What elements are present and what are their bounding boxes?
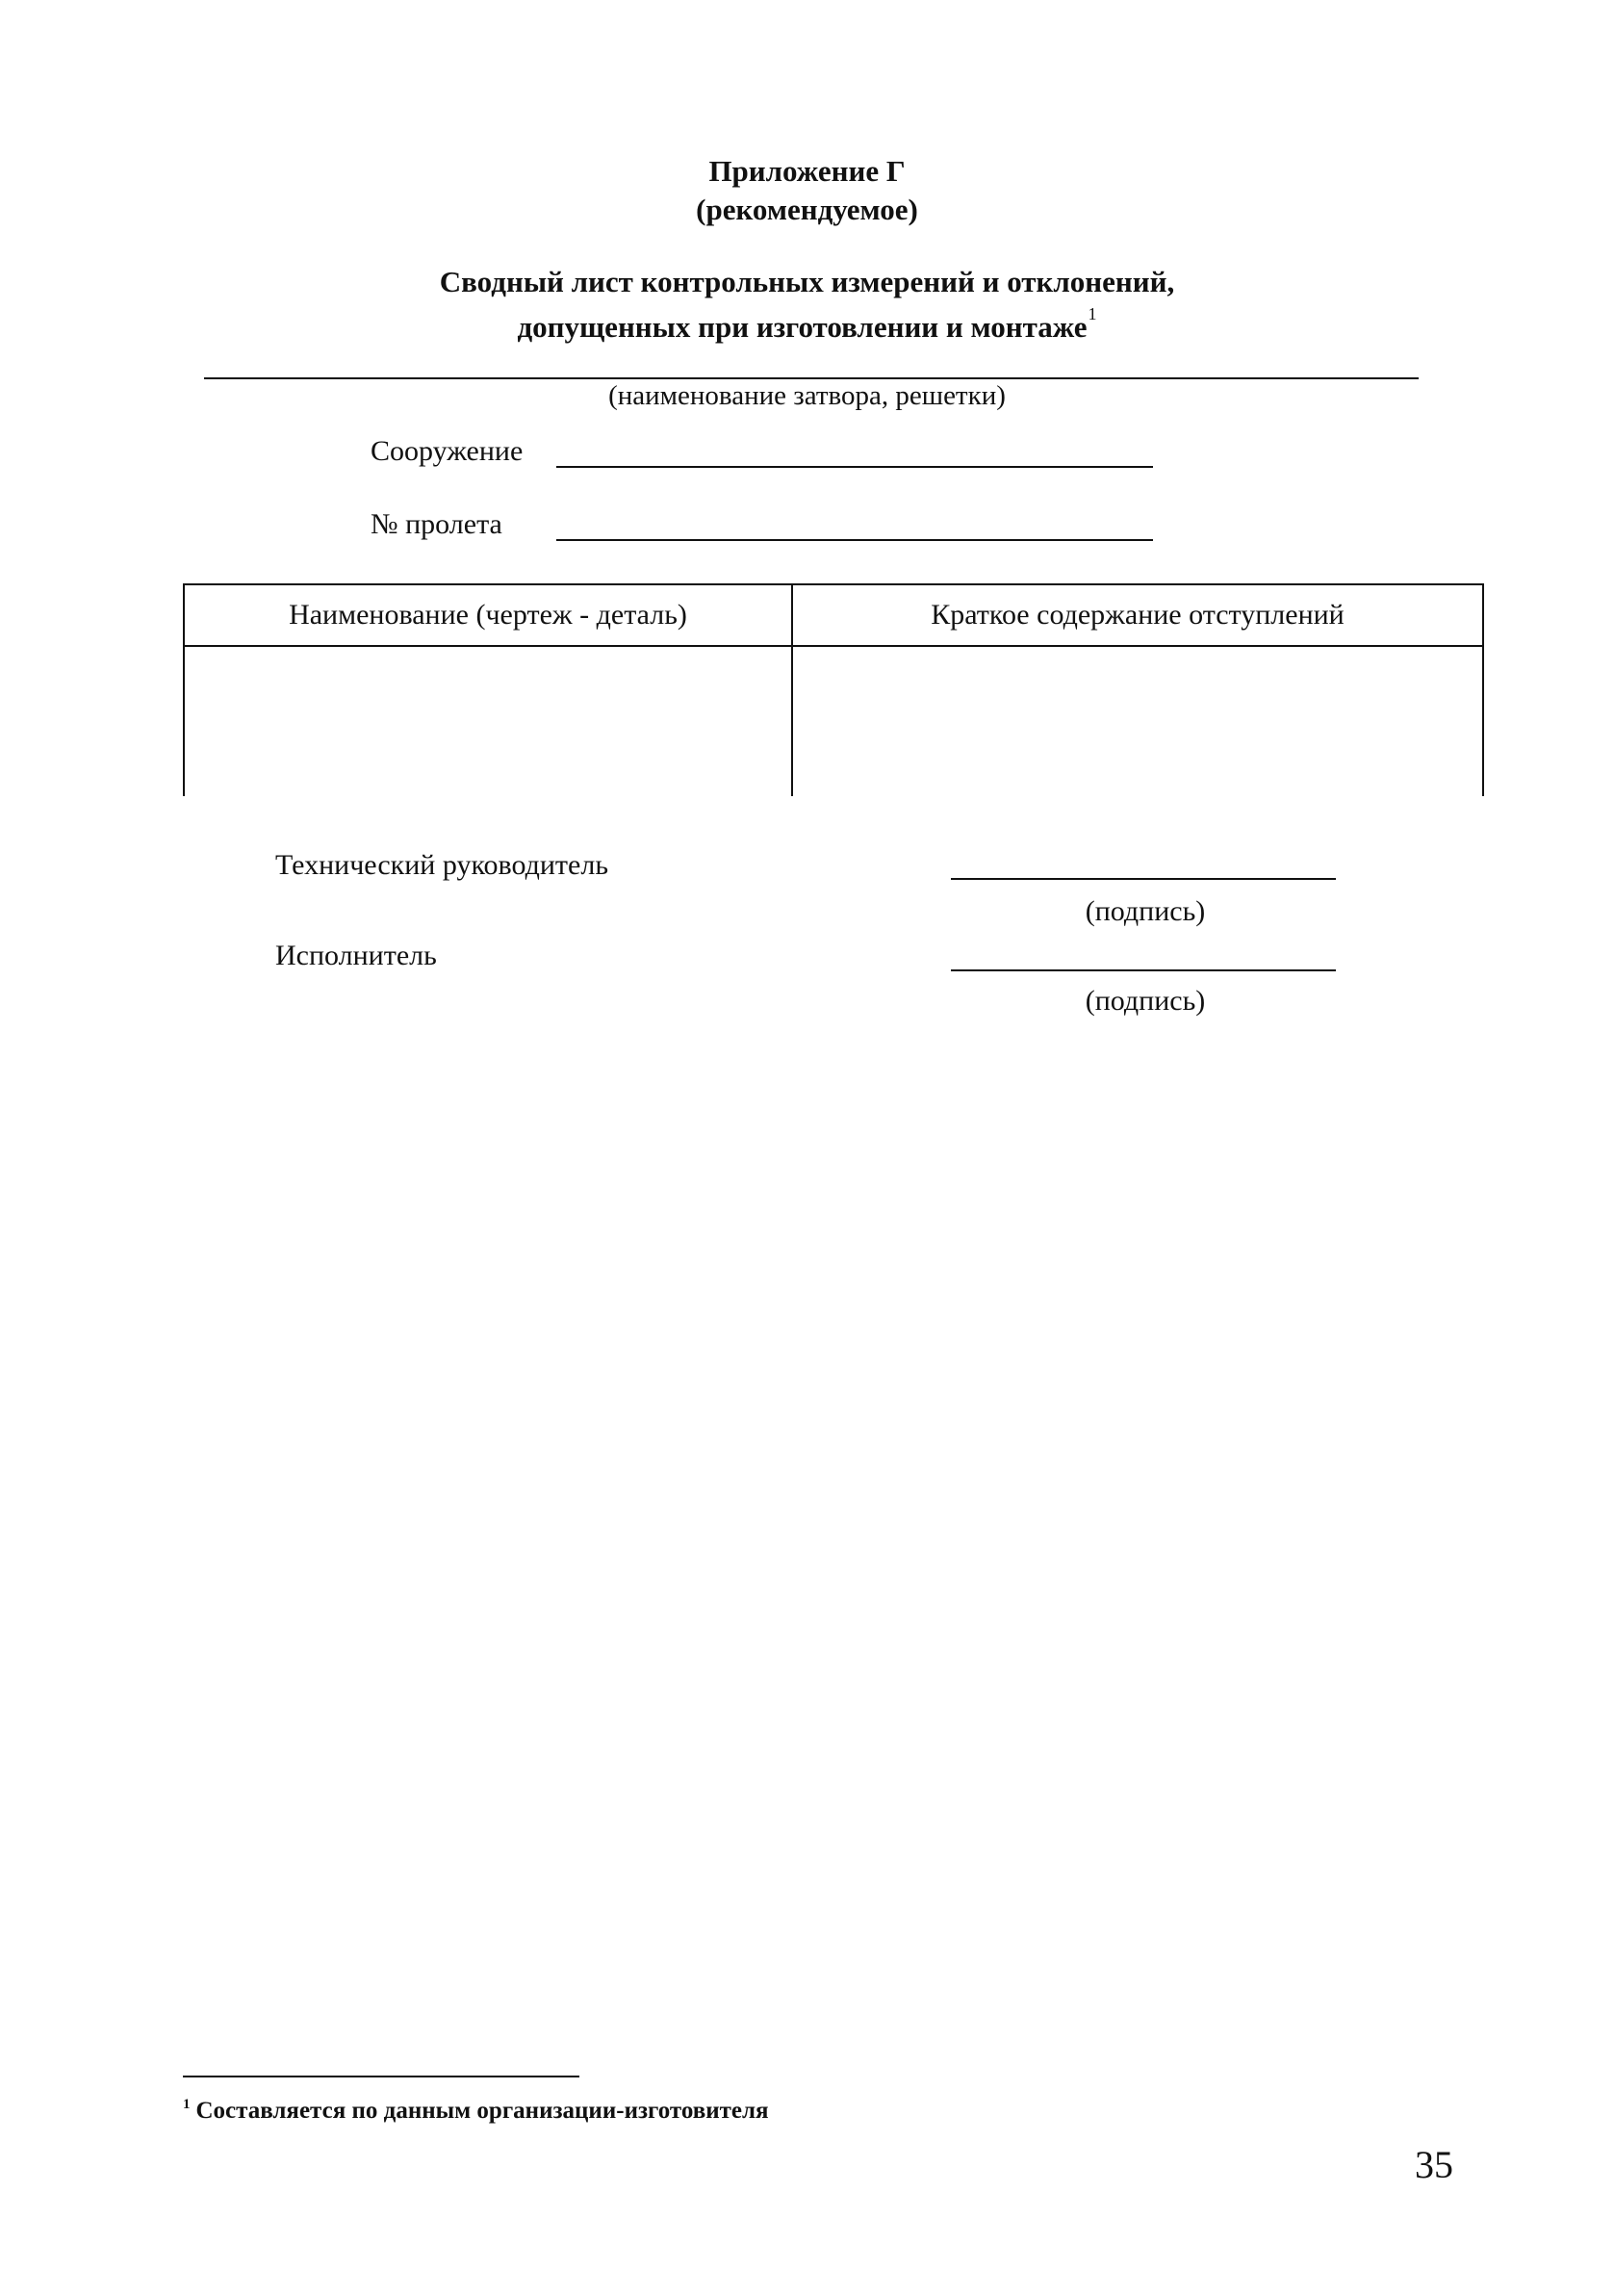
tech-lead-label: Технический руководитель <box>275 849 609 881</box>
footnote-marker: 1 <box>183 2097 191 2112</box>
table-cell-name[interactable] <box>184 646 792 796</box>
page-number: 35 <box>1415 2143 1453 2186</box>
document-title-line-2 <box>0 304 1614 345</box>
footnote-text: Составляется по данным организации-изготовителя <box>195 2098 769 2124</box>
document-title-line-2-text: допущенных при изготовлении и монтаже <box>517 310 1088 344</box>
document-title-line-1: Сводный лист контрольных измерений и отклонений, <box>439 265 1175 298</box>
table-row <box>184 646 1483 796</box>
footnote <box>183 2097 769 2125</box>
deviations-table <box>183 583 1484 796</box>
table-header-row <box>184 584 1483 646</box>
executor-label: Исполнитель <box>275 940 437 971</box>
executor-signature-line[interactable] <box>951 969 1336 971</box>
appendix-title: Приложение Г <box>708 154 906 188</box>
table-header-name: Наименование (чертеж - деталь) <box>184 584 792 646</box>
name-caption: (наименование затвора, решетки) <box>608 380 1006 411</box>
span-number-label: № пролета <box>371 508 502 540</box>
tech-lead-signature-caption: (подпись) <box>1085 895 1206 927</box>
structure-label: Сооружение <box>371 435 524 467</box>
table-cell-deviations[interactable] <box>792 646 1483 796</box>
appendix-status: (рекомендуемое) <box>696 193 918 226</box>
span-number-input-line[interactable] <box>556 539 1153 541</box>
tech-lead-signature-line[interactable] <box>951 878 1336 880</box>
structure-input-line[interactable] <box>556 466 1153 468</box>
executor-signature-caption: (подпись) <box>1085 985 1206 1017</box>
footnote-separator <box>183 2076 579 2077</box>
table-header-deviations: Краткое содержание отступлений <box>792 584 1483 646</box>
name-input-line[interactable] <box>204 377 1419 379</box>
title-footnote-marker: 1 <box>1088 304 1097 323</box>
